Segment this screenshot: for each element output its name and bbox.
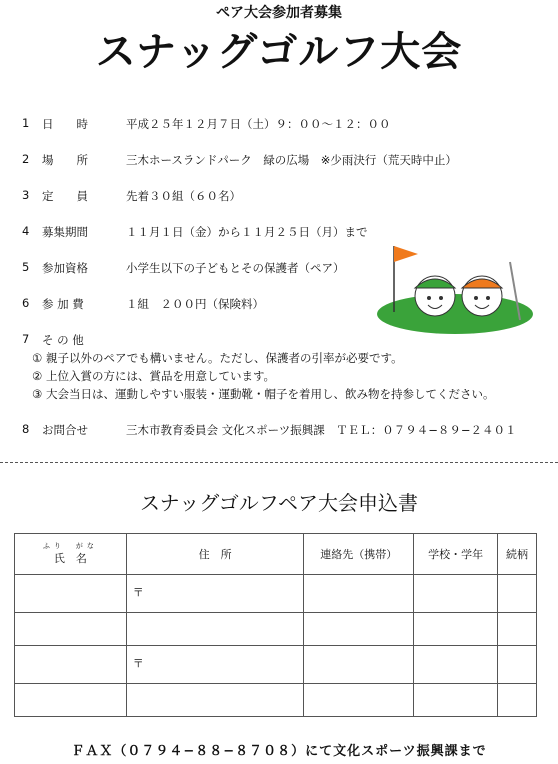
form-entry-row [15,575,537,613]
form-header-row [15,534,537,575]
info-value: 平成２５年１２月７日（土）９：００〜１２：００ [126,117,391,131]
column-header-name [15,534,127,575]
name-field[interactable] [15,613,127,646]
school-field[interactable] [414,575,498,613]
column-header-relationship: 続柄 [498,534,537,575]
info-value: 小学生以下の子どもとその保護者（ペア） [126,261,345,275]
info-label: 募集期間 [42,225,88,239]
info-value: 三木ホースランドパーク 緑の広場 ※少雨決行（荒天時中止） [126,153,457,167]
address-field[interactable] [126,575,304,613]
name-field[interactable] [15,646,127,684]
relationship-field[interactable] [498,575,537,613]
contact-field[interactable] [304,684,414,717]
form-title: スナッグゴルフペア大会申込書 [140,491,418,515]
info-label: 定 員 [42,189,88,203]
info-label: お問合せ [42,423,88,437]
name-field[interactable] [15,575,127,613]
postal-mark: 〒 [132,586,144,599]
name-ruby: ふり がな [42,542,98,550]
info-value: 三木市教育委員会 文化スポーツ振興課 ＴＥＬ：０７９４−８９−２４０１ [126,423,517,437]
note-item: ② 上位入賞の方には、賞品を用意しています。 [32,369,276,383]
application-form-table [14,533,537,717]
info-number: 2 [22,152,30,166]
info-value: １１月１日（金）から１１月２５日（月）まで [126,225,368,239]
flyer-subtitle: ペア大会参加者募集 [216,5,342,21]
form-entry-row [15,646,537,684]
column-header-school: 学校・学年 [414,534,498,575]
info-label: 参 加 費 [42,297,84,311]
postal-mark: 〒 [132,657,144,670]
info-number: 5 [22,260,30,274]
fax-instruction: ＦＡＸ（０７９４−８８−８７０８）にて文化スポーツ振興課まで [71,744,487,759]
relationship-field[interactable] [498,684,537,717]
address-field[interactable] [126,646,304,684]
info-label: そ の 他 [42,333,84,347]
address-field[interactable] [126,684,304,717]
info-value: 先着３０組（６０名） [126,189,241,203]
info-number: 4 [22,224,30,238]
contact-field[interactable] [304,646,414,684]
info-label: 参加資格 [42,261,88,275]
info-number: 7 [22,332,30,346]
info-number: 3 [22,188,30,202]
column-header-address: 住 所 [126,534,304,575]
contact-field[interactable] [304,613,414,646]
flyer-title: スナッグゴルフ大会 [95,29,463,75]
contact-field[interactable] [304,575,414,613]
name-field[interactable] [15,684,127,717]
note-item: ① 親子以外のペアでも構いません。ただし、保護者の引率が必要です。 [32,351,403,365]
column-label: 氏 名 [53,552,87,565]
relationship-field[interactable] [498,646,537,684]
cut-line [0,462,558,463]
note-item: ③ 大会当日は、運動しやすい服装・運動靴・帽子を着用し、飲み物を持参してください。 [32,387,495,401]
school-field[interactable] [414,684,498,717]
school-field[interactable] [414,613,498,646]
info-value: １組 ２００円（保険料） [126,297,264,311]
relationship-field[interactable] [498,613,537,646]
column-header-contact: 連絡先（携帯） [304,534,414,575]
school-field[interactable] [414,646,498,684]
info-number: 1 [22,116,30,130]
info-number: 6 [22,296,30,310]
golf-mascot-illustration [370,240,540,340]
info-label: 日 時 [42,117,88,131]
address-field[interactable] [126,613,304,646]
info-number: 8 [22,422,30,436]
form-entry-row [15,684,537,717]
form-entry-row [15,613,537,646]
info-label: 場 所 [42,153,88,167]
